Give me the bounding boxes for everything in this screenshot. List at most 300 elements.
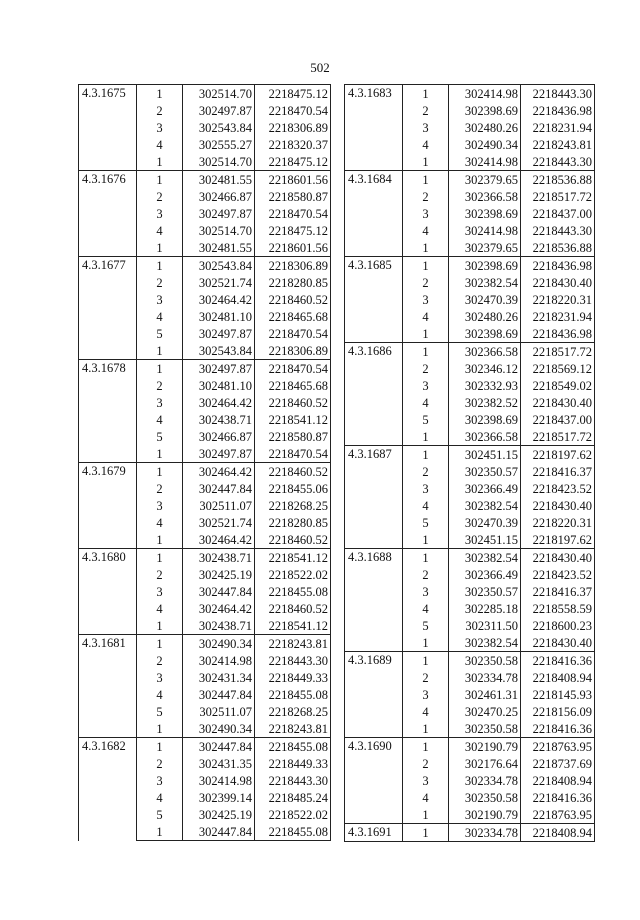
parcel-id: 4.3.1686 [345,343,403,446]
table-row [345,824,595,842]
point-number: 2 [403,102,449,119]
y-coordinate: 2218470.54 [255,205,331,222]
x-coordinate: 302481.55 [183,239,255,257]
x-coordinate: 302382.52 [449,394,521,411]
x-coordinate: 302490.34 [183,720,255,738]
x-coordinate: 302490.34 [449,136,521,153]
y-coordinate: 2218517.72 [521,343,595,361]
y-coordinate: 2218541.12 [255,549,331,567]
x-coordinate: 302481.55 [183,171,255,189]
point-number: 2 [137,566,183,583]
parcel-id: 4.3.1690 [345,738,403,824]
point-number: 4 [403,497,449,514]
table-row [345,85,595,103]
y-coordinate: 2218231.94 [521,119,595,136]
x-coordinate: 302497.87 [183,445,255,463]
point-number: 2 [137,652,183,669]
x-coordinate: 302438.71 [183,617,255,635]
point-number: 3 [403,772,449,789]
y-coordinate: 2218465.68 [255,377,331,394]
y-coordinate: 2218416.37 [521,583,595,600]
y-coordinate: 2218243.81 [255,635,331,653]
point-number: 3 [403,119,449,136]
point-number: 2 [403,669,449,686]
y-coordinate: 2218460.52 [255,291,331,308]
point-number: 3 [137,205,183,222]
x-coordinate: 302285.18 [449,600,521,617]
point-number: 1 [137,823,183,841]
y-coordinate: 2218430.40 [521,549,595,567]
point-number: 3 [403,377,449,394]
point-number: 1 [403,239,449,257]
x-coordinate: 302366.49 [449,480,521,497]
y-coordinate: 2218408.94 [521,669,595,686]
x-coordinate: 302398.69 [449,411,521,428]
point-number: 5 [137,703,183,720]
y-coordinate: 2218416.36 [521,720,595,738]
x-coordinate: 302470.25 [449,703,521,720]
point-number: 3 [403,480,449,497]
y-coordinate: 2218541.12 [255,617,331,635]
table-row [345,171,595,189]
x-coordinate: 302451.15 [449,446,521,464]
x-coordinate: 302438.71 [183,549,255,567]
x-coordinate: 302464.42 [183,600,255,617]
y-coordinate: 2218737.69 [521,755,595,772]
x-coordinate: 302481.10 [183,377,255,394]
x-coordinate: 302543.84 [183,257,255,275]
point-number: 1 [403,325,449,343]
point-number: 1 [403,634,449,652]
point-number: 4 [403,308,449,325]
y-coordinate: 2218423.52 [521,566,595,583]
point-number: 4 [403,789,449,806]
y-coordinate: 2218306.89 [255,119,331,136]
point-number: 1 [403,153,449,171]
y-coordinate: 2218601.56 [255,239,331,257]
y-coordinate: 2218601.56 [255,171,331,189]
point-number: 5 [403,411,449,428]
parcel-id: 4.3.1687 [345,446,403,549]
y-coordinate: 2218443.30 [255,772,331,789]
point-number: 3 [137,583,183,600]
y-coordinate: 2218408.94 [521,824,595,842]
point-number: 5 [403,514,449,531]
x-coordinate: 302543.84 [183,119,255,136]
y-coordinate: 2218320.37 [255,136,331,153]
point-number: 1 [403,652,449,670]
x-coordinate: 302334.78 [449,669,521,686]
y-coordinate: 2218436.98 [521,257,595,275]
page-number: 502 [310,60,330,75]
parcel-id: 4.3.1681 [79,635,137,738]
point-number: 1 [403,824,449,842]
x-coordinate: 302398.69 [449,325,521,343]
y-coordinate: 2218460.52 [255,600,331,617]
x-coordinate: 302514.70 [183,85,255,103]
parcel-id: 4.3.1679 [79,463,137,549]
point-number: 1 [137,239,183,257]
y-coordinate: 2218470.54 [255,102,331,119]
x-coordinate: 302350.58 [449,720,521,738]
x-coordinate: 302480.26 [449,119,521,136]
point-number: 1 [403,720,449,738]
x-coordinate: 302543.84 [183,342,255,360]
point-number: 4 [403,394,449,411]
x-coordinate: 302350.58 [449,652,521,670]
y-coordinate: 2218280.85 [255,274,331,291]
y-coordinate: 2218436.98 [521,325,595,343]
point-number: 2 [403,360,449,377]
point-number: 2 [137,102,183,119]
point-number: 1 [403,806,449,824]
y-coordinate: 2218580.87 [255,428,331,445]
x-coordinate: 302332.93 [449,377,521,394]
point-number: 4 [403,703,449,720]
y-coordinate: 2218280.85 [255,514,331,531]
y-coordinate: 2218600.23 [521,617,595,634]
table-row [79,549,331,567]
parcel-id: 4.3.1680 [79,549,137,635]
point-number: 1 [137,257,183,275]
parcel-id: 4.3.1675 [79,85,137,171]
y-coordinate: 2218580.87 [255,188,331,205]
point-number: 3 [403,583,449,600]
y-coordinate: 2218460.52 [255,463,331,481]
x-coordinate: 302382.54 [449,549,521,567]
point-number: 4 [403,222,449,239]
y-coordinate: 2218423.52 [521,480,595,497]
point-number: 3 [137,497,183,514]
x-coordinate: 302497.87 [183,325,255,342]
table-row [345,343,595,361]
point-number: 1 [137,342,183,360]
point-number: 1 [137,531,183,549]
point-number: 1 [403,531,449,549]
y-coordinate: 2218460.52 [255,394,331,411]
x-coordinate: 302414.98 [183,772,255,789]
y-coordinate: 2218470.54 [255,360,331,378]
x-coordinate: 302497.87 [183,360,255,378]
point-number: 2 [137,188,183,205]
x-coordinate: 302346.12 [449,360,521,377]
y-coordinate: 2218416.36 [521,789,595,806]
y-coordinate: 2218437.00 [521,411,595,428]
y-coordinate: 2218536.88 [521,171,595,189]
point-number: 4 [137,222,183,239]
point-number: 2 [403,188,449,205]
y-coordinate: 2218145.93 [521,686,595,703]
point-number: 2 [137,755,183,772]
point-number: 2 [403,755,449,772]
point-number: 1 [137,463,183,481]
x-coordinate: 302379.65 [449,171,521,189]
point-number: 3 [137,772,183,789]
x-coordinate: 302431.35 [183,755,255,772]
point-number: 3 [403,686,449,703]
y-coordinate: 2218549.02 [521,377,595,394]
x-coordinate: 302431.34 [183,669,255,686]
x-coordinate: 302366.49 [449,566,521,583]
x-coordinate: 302555.27 [183,136,255,153]
x-coordinate: 302414.98 [183,652,255,669]
parcel-id: 4.3.1678 [79,360,137,463]
y-coordinate: 2218220.31 [521,291,595,308]
point-number: 1 [403,738,449,756]
table-row [345,652,595,670]
y-coordinate: 2218430.40 [521,634,595,652]
y-coordinate: 2218522.02 [255,566,331,583]
right-coordinate-table [344,84,595,842]
x-coordinate: 302511.07 [183,703,255,720]
x-coordinate: 302511.07 [183,497,255,514]
x-coordinate: 302382.54 [449,274,521,291]
point-number: 1 [403,85,449,103]
point-number: 5 [137,428,183,445]
parcel-id: 4.3.1691 [345,824,403,842]
x-coordinate: 302190.79 [449,738,521,756]
y-coordinate: 2218470.54 [255,445,331,463]
parcel-id: 4.3.1688 [345,549,403,652]
y-coordinate: 2218306.89 [255,257,331,275]
x-coordinate: 302366.58 [449,188,521,205]
x-coordinate: 302514.70 [183,153,255,171]
x-coordinate: 302382.54 [449,497,521,514]
y-coordinate: 2218243.81 [521,136,595,153]
point-number: 3 [403,291,449,308]
y-coordinate: 2218443.30 [521,222,595,239]
y-coordinate: 2218430.40 [521,274,595,291]
y-coordinate: 2218443.30 [255,652,331,669]
point-number: 5 [137,325,183,342]
y-coordinate: 2218430.40 [521,394,595,411]
point-number: 4 [137,308,183,325]
x-coordinate: 302447.84 [183,686,255,703]
point-number: 4 [403,136,449,153]
x-coordinate: 302334.78 [449,824,521,842]
x-coordinate: 302398.69 [449,102,521,119]
table-row [79,738,331,756]
y-coordinate: 2218437.00 [521,205,595,222]
table-row [79,635,331,653]
x-coordinate: 302447.84 [183,583,255,600]
point-number: 4 [137,600,183,617]
x-coordinate: 302461.31 [449,686,521,703]
y-coordinate: 2218220.31 [521,514,595,531]
y-coordinate: 2218449.33 [255,669,331,686]
table-row [79,257,331,275]
y-coordinate: 2218430.40 [521,497,595,514]
y-coordinate: 2218455.08 [255,686,331,703]
parcel-id: 4.3.1677 [79,257,137,360]
point-number: 1 [403,428,449,446]
x-coordinate: 302350.58 [449,789,521,806]
x-coordinate: 302464.42 [183,531,255,549]
point-number: 4 [403,600,449,617]
y-coordinate: 2218455.08 [255,583,331,600]
point-number: 1 [403,343,449,361]
table-row [345,549,595,567]
x-coordinate: 302521.74 [183,514,255,531]
y-coordinate: 2218465.68 [255,308,331,325]
x-coordinate: 302466.87 [183,188,255,205]
y-coordinate: 2218416.36 [521,652,595,670]
y-coordinate: 2218470.54 [255,325,331,342]
point-number: 4 [137,789,183,806]
y-coordinate: 2218475.12 [255,222,331,239]
parcel-id: 4.3.1683 [345,85,403,171]
y-coordinate: 2218156.09 [521,703,595,720]
x-coordinate: 302521.74 [183,274,255,291]
parcel-id: 4.3.1676 [79,171,137,257]
point-number: 1 [403,257,449,275]
point-number: 1 [137,85,183,103]
x-coordinate: 302470.39 [449,291,521,308]
x-coordinate: 302464.42 [183,394,255,411]
x-coordinate: 302176.64 [449,755,521,772]
x-coordinate: 302497.87 [183,102,255,119]
point-number: 4 [137,686,183,703]
y-coordinate: 2218268.25 [255,703,331,720]
point-number: 1 [137,635,183,653]
y-coordinate: 2218485.24 [255,789,331,806]
point-number: 1 [137,171,183,189]
point-number: 3 [137,394,183,411]
point-number: 1 [403,171,449,189]
y-coordinate: 2218231.94 [521,308,595,325]
x-coordinate: 302382.54 [449,634,521,652]
x-coordinate: 302447.84 [183,738,255,756]
point-number: 1 [137,720,183,738]
y-coordinate: 2218306.89 [255,342,331,360]
point-number: 2 [403,463,449,480]
point-number: 3 [137,669,183,686]
table-row [79,171,331,189]
x-coordinate: 302464.42 [183,291,255,308]
y-coordinate: 2218522.02 [255,806,331,823]
x-coordinate: 302464.42 [183,463,255,481]
x-coordinate: 302451.15 [449,531,521,549]
table-row [345,446,595,464]
x-coordinate: 302350.57 [449,583,521,600]
x-coordinate: 302399.14 [183,789,255,806]
x-coordinate: 302311.50 [449,617,521,634]
y-coordinate: 2218197.62 [521,446,595,464]
point-number: 4 [137,514,183,531]
point-number: 2 [137,274,183,291]
y-coordinate: 2218460.52 [255,531,331,549]
y-coordinate: 2218416.37 [521,463,595,480]
x-coordinate: 302425.19 [183,566,255,583]
table-row [345,738,595,756]
x-coordinate: 302379.65 [449,239,521,257]
x-coordinate: 302414.98 [449,222,521,239]
x-coordinate: 302366.58 [449,428,521,446]
y-coordinate: 2218449.33 [255,755,331,772]
point-number: 1 [403,446,449,464]
y-coordinate: 2218455.08 [255,823,331,841]
x-coordinate: 302470.39 [449,514,521,531]
y-coordinate: 2218558.59 [521,600,595,617]
y-coordinate: 2218763.95 [521,806,595,824]
y-coordinate: 2218455.06 [255,480,331,497]
point-number: 4 [137,136,183,153]
y-coordinate: 2218569.12 [521,360,595,377]
x-coordinate: 302480.26 [449,308,521,325]
x-coordinate: 302447.84 [183,823,255,841]
y-coordinate: 2218443.30 [521,85,595,103]
y-coordinate: 2218443.30 [521,153,595,171]
parcel-id: 4.3.1682 [79,738,137,841]
point-number: 1 [403,549,449,567]
x-coordinate: 302425.19 [183,806,255,823]
point-number: 3 [403,205,449,222]
x-coordinate: 302490.34 [183,635,255,653]
point-number: 5 [403,617,449,634]
point-number: 2 [403,274,449,291]
y-coordinate: 2218517.72 [521,188,595,205]
point-number: 1 [137,445,183,463]
y-coordinate: 2218541.12 [255,411,331,428]
point-number: 3 [137,119,183,136]
point-number: 1 [137,738,183,756]
x-coordinate: 302334.78 [449,772,521,789]
y-coordinate: 2218408.94 [521,772,595,789]
y-coordinate: 2218475.12 [255,153,331,171]
x-coordinate: 302447.84 [183,480,255,497]
point-number: 5 [137,806,183,823]
x-coordinate: 302466.87 [183,428,255,445]
parcel-id: 4.3.1684 [345,171,403,257]
point-number: 2 [137,377,183,394]
point-number: 1 [137,549,183,567]
parcel-id: 4.3.1689 [345,652,403,738]
y-coordinate: 2218197.62 [521,531,595,549]
left-coordinate-table [78,84,331,841]
x-coordinate: 302190.79 [449,806,521,824]
point-number: 1 [137,360,183,378]
point-number: 2 [137,480,183,497]
x-coordinate: 302414.98 [449,153,521,171]
x-coordinate: 302514.70 [183,222,255,239]
x-coordinate: 302398.69 [449,257,521,275]
y-coordinate: 2218475.12 [255,85,331,103]
y-coordinate: 2218455.08 [255,738,331,756]
table-row [79,463,331,481]
point-number: 3 [137,291,183,308]
y-coordinate: 2218536.88 [521,239,595,257]
y-coordinate: 2218436.98 [521,102,595,119]
table-row [345,257,595,275]
y-coordinate: 2218517.72 [521,428,595,446]
y-coordinate: 2218268.25 [255,497,331,514]
x-coordinate: 302481.10 [183,308,255,325]
table-row [79,360,331,378]
x-coordinate: 302398.69 [449,205,521,222]
x-coordinate: 302366.58 [449,343,521,361]
point-number: 4 [137,411,183,428]
x-coordinate: 302497.87 [183,205,255,222]
point-number: 1 [137,617,183,635]
parcel-id: 4.3.1685 [345,257,403,343]
x-coordinate: 302350.57 [449,463,521,480]
point-number: 2 [403,566,449,583]
x-coordinate: 302438.71 [183,411,255,428]
point-number: 1 [137,153,183,171]
x-coordinate: 302414.98 [449,85,521,103]
y-coordinate: 2218243.81 [255,720,331,738]
y-coordinate: 2218763.95 [521,738,595,756]
